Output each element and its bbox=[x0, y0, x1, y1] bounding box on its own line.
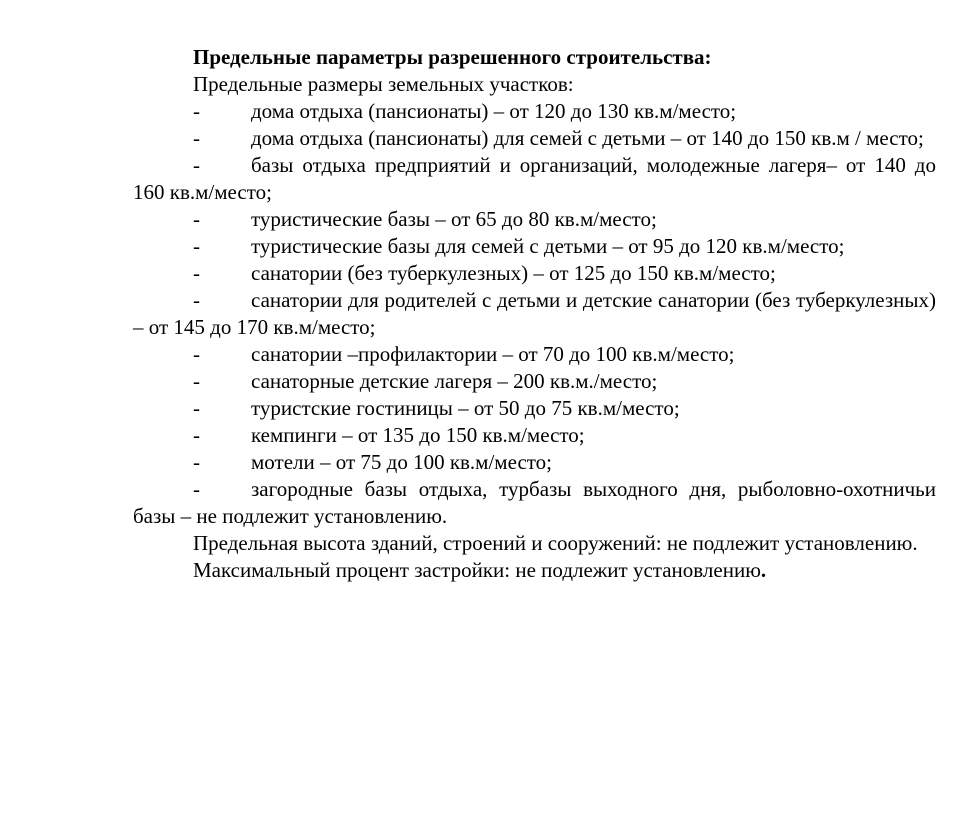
bullet-dash: - bbox=[193, 99, 200, 123]
list-item bbox=[133, 449, 936, 476]
list-item-text: санатории (без туберкулезных) – от 125 до 150 кв.м/место; bbox=[251, 261, 776, 285]
height-limit-paragraph: Предельная высота зданий, строений и сооружений: не подлежит установлению. bbox=[193, 531, 918, 555]
list-item bbox=[133, 125, 936, 152]
intro-line: Предельные размеры земельных участков: bbox=[193, 72, 574, 96]
list-item-text: загородные базы отдыха, турбазы выходного дня, рыболовно-охотничьи базы – не подлежит установлению. bbox=[133, 477, 936, 528]
bullet-dash: - bbox=[193, 153, 200, 177]
list-item bbox=[133, 152, 936, 206]
list-item-text: туристические базы – от 65 до 80 кв.м/место; bbox=[251, 207, 657, 231]
bullet-dash: - bbox=[193, 288, 200, 312]
max-coverage-end: . bbox=[760, 558, 767, 582]
list-item-text: мотели – от 75 до 100 кв.м/место; bbox=[251, 450, 552, 474]
list-item-text: базы отдыха предприятий и организаций, молодежные лагеря– от 140 до 160 кв.м/место; bbox=[133, 153, 936, 204]
list-item bbox=[133, 476, 936, 530]
list-item bbox=[133, 260, 936, 287]
list-item-text: туристские гостиницы – от 50 до 75 кв.м/место; bbox=[251, 396, 680, 420]
list-item-text: дома отдыха (пансионаты) – от 120 до 130 кв.м/место; bbox=[251, 99, 737, 123]
bullet-dash: - bbox=[193, 423, 200, 447]
section-heading: Предельные параметры разрешенного строительства: bbox=[193, 45, 712, 69]
list-item bbox=[133, 287, 936, 341]
list-item-text: кемпинги – от 135 до 150 кв.м/место; bbox=[251, 423, 585, 447]
bullet-dash: - bbox=[193, 369, 200, 393]
list-item bbox=[133, 422, 936, 449]
document-page bbox=[133, 44, 936, 584]
list-item-text: туристические базы для семей с детьми – от 95 до 120 кв.м/место; bbox=[251, 234, 845, 258]
bullet-dash: - bbox=[193, 126, 200, 150]
bullet-dash: - bbox=[193, 261, 200, 285]
max-coverage-text: Максимальный процент застройки: не подлежит установлению bbox=[193, 558, 761, 582]
list-item-text: санаторные детские лагеря – 200 кв.м./место; bbox=[251, 369, 658, 393]
list-item-text: дома отдыха (пансионаты) для семей с детьми – от 140 до 150 кв.м / место; bbox=[251, 126, 924, 150]
bullet-dash: - bbox=[193, 207, 200, 231]
list-item bbox=[133, 233, 936, 260]
bullet-dash: - bbox=[193, 450, 200, 474]
list-item bbox=[133, 98, 936, 125]
list-item-text: санатории –профилактории – от 70 до 100 кв.м/место; bbox=[251, 342, 735, 366]
list-item-text: санатории для родителей с детьми и детские санатории (без туберкулезных) – от 145 до 170 кв.м/место; bbox=[133, 288, 936, 339]
max-coverage-paragraph bbox=[133, 557, 936, 584]
list-item bbox=[133, 368, 936, 395]
bullet-dash: - bbox=[193, 396, 200, 420]
bullet-dash: - bbox=[193, 477, 200, 501]
list-item bbox=[133, 395, 936, 422]
bullet-dash: - bbox=[193, 234, 200, 258]
list-item bbox=[133, 341, 936, 368]
list-item bbox=[133, 206, 936, 233]
bullet-dash: - bbox=[193, 342, 200, 366]
